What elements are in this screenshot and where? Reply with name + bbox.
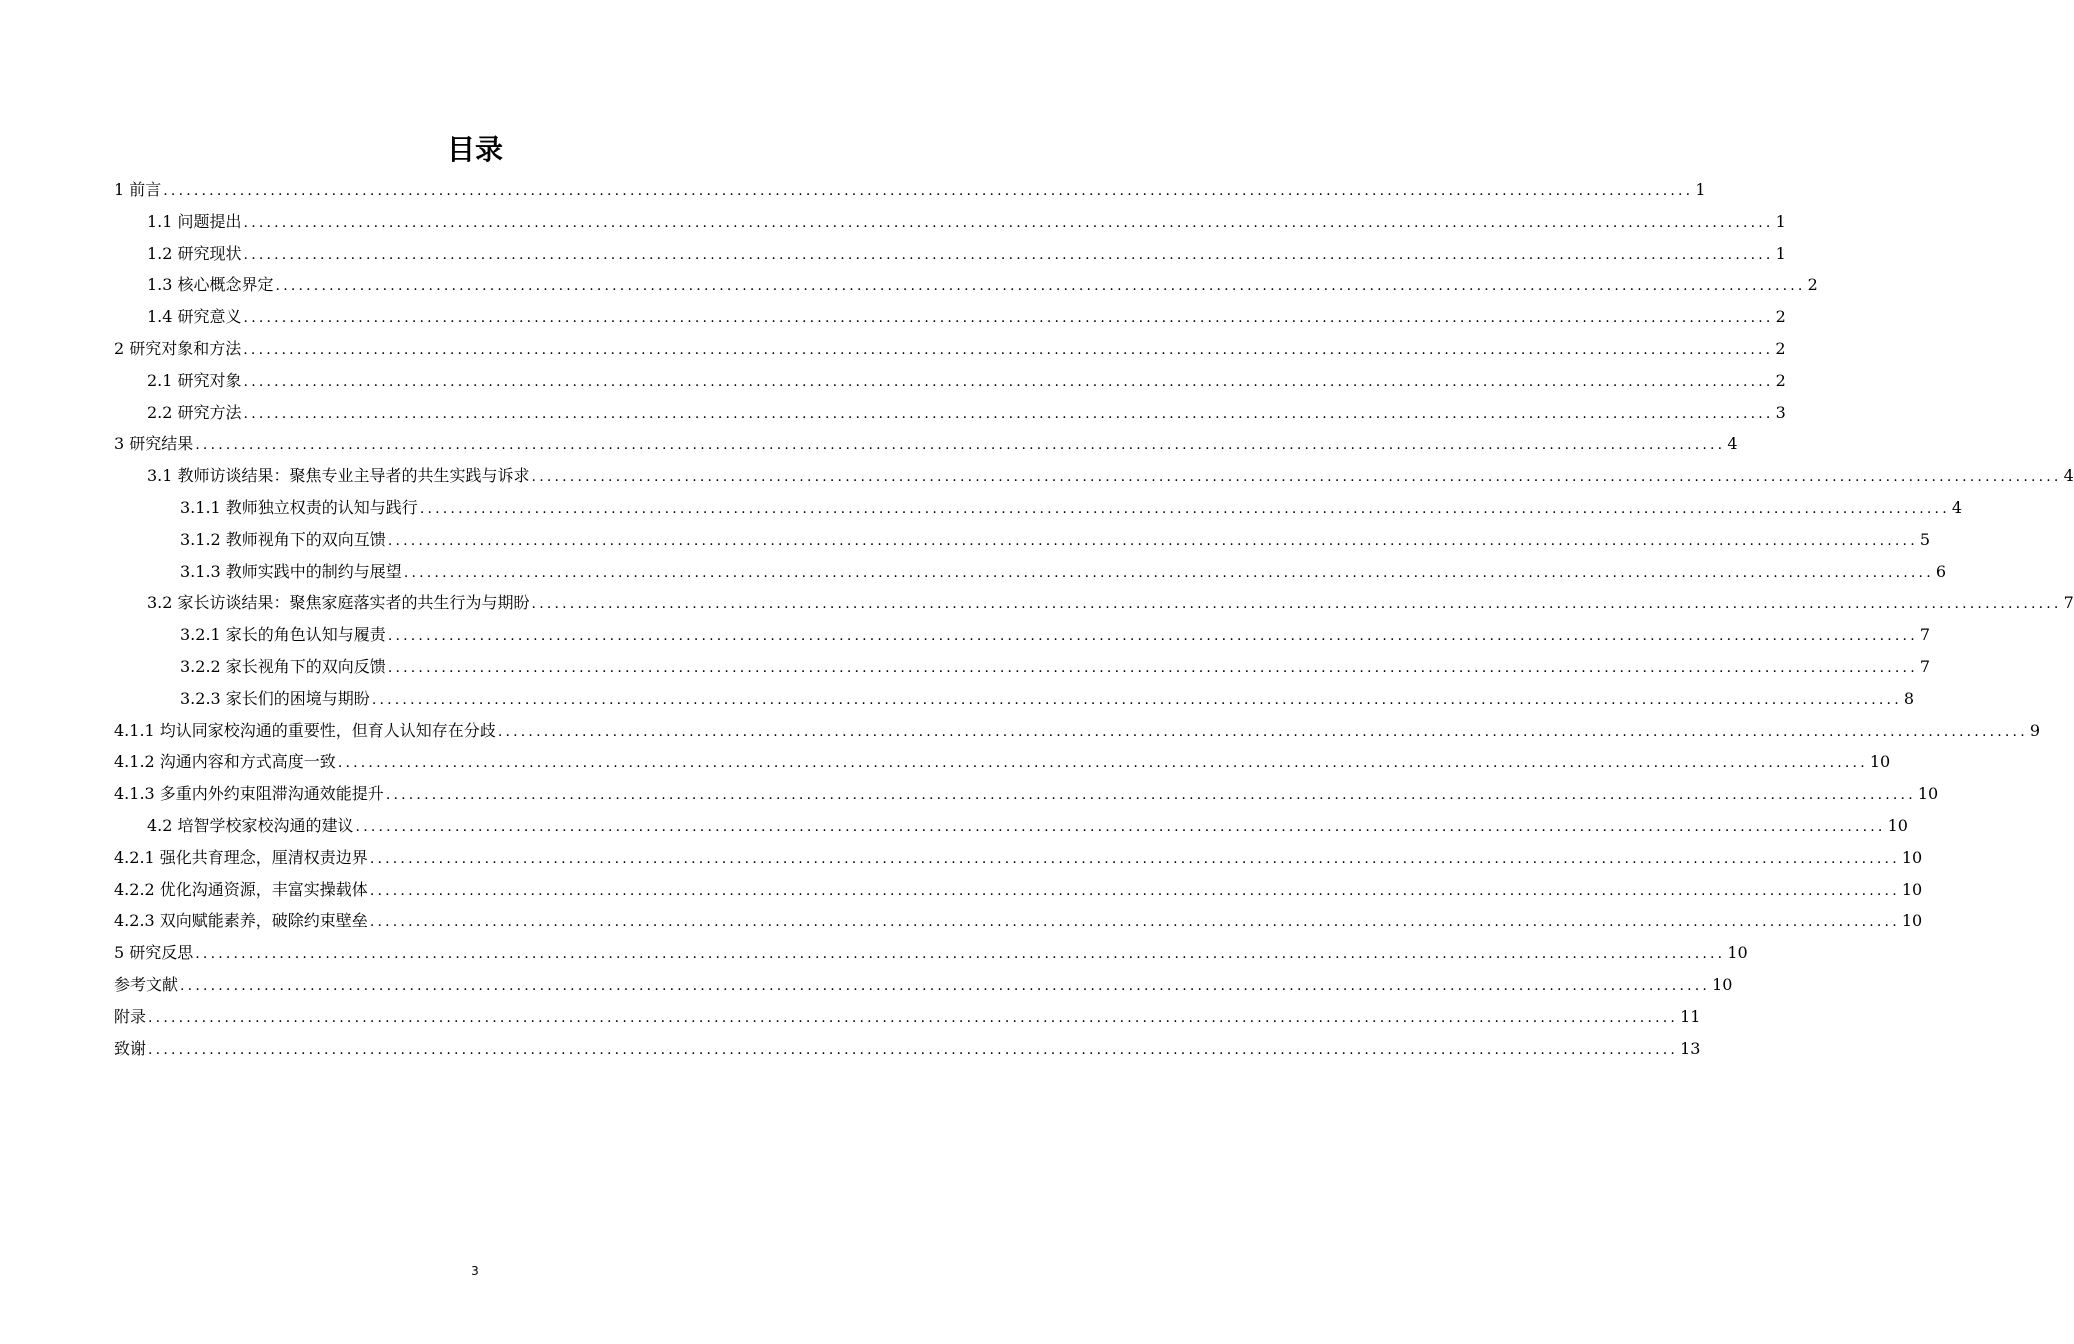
toc-entry-page: 10: [1712, 974, 1733, 994]
toc-dot-leader: ........................................................................................................................................................................................................: [195, 437, 1726, 454]
toc-dot-leader: ........................................................................................................................................................................................................: [403, 564, 1934, 581]
toc-entry-label: 4.1.1 均认同家校沟通的重要性，但育人认知存在分歧: [114, 720, 496, 740]
toc-dot-leader: ........................................................................................................................................................................................................: [163, 183, 1694, 199]
toc-entry[interactable]: [114, 1001, 1701, 1033]
toc-dot-leader: ........................................................................................................................................................................................................: [369, 850, 1900, 867]
toc-entry-page: 2: [1807, 275, 1818, 295]
toc-entry-page: 10: [1901, 911, 1923, 931]
toc-entry-page: 2: [1775, 307, 1786, 327]
toc-dot-leader: ........................................................................................................................................................................................................: [243, 246, 1774, 263]
toc-entry-page: 4: [1727, 434, 1738, 454]
toc-entry[interactable]: [114, 842, 1923, 874]
toc-entry-page: 7: [2063, 593, 2074, 613]
toc-entry-label: 4.2.2 优化沟通资源，丰富实操载体: [114, 879, 368, 899]
toc-entry-page: 4: [1951, 497, 1963, 517]
toc-entry[interactable]: [114, 810, 1908, 842]
toc-entry-label: 3.2.3 家长们的困境与期盼: [180, 688, 370, 708]
toc-dot-leader: ........................................................................................................................................................................................................: [531, 596, 2062, 613]
toc-entry[interactable]: [114, 683, 1915, 715]
toc-dot-leader: ........................................................................................................................................................................................................: [195, 946, 1726, 963]
toc-entry[interactable]: [114, 524, 1931, 556]
table-of-contents: [114, 174, 2074, 1064]
toc-dot-leader: ........................................................................................................................................................................................................: [531, 469, 2062, 486]
toc-entry-page: 2: [1775, 338, 1786, 358]
toc-entry-label: 4.2 培智学校家校沟通的建议: [147, 815, 354, 835]
toc-dot-leader: ........................................................................................................................................................................................................: [369, 882, 1900, 899]
toc-entry-label: 4.2.1 强化共育理念，厘清权责边界: [114, 847, 368, 867]
toc-dot-leader: ........................................................................................................................................................................................................: [275, 278, 1806, 295]
toc-dot-leader: ........................................................................................................................................................................................................: [387, 532, 1918, 549]
toc-entry[interactable]: [114, 428, 1738, 460]
toc-dot-leader: ........................................................................................................................................................................................................: [243, 373, 1774, 390]
toc-entry-label: 4.2.3 双向赋能素养，破除约束壁垒: [114, 911, 368, 931]
toc-entry-label: 2 研究对象和方法: [114, 338, 242, 358]
page-number: 3: [471, 1264, 479, 1278]
toc-entry-label: 1.2 研究现状: [147, 243, 242, 263]
toc-entry[interactable]: [114, 619, 1931, 651]
toc-entry[interactable]: [114, 1033, 1701, 1065]
toc-dot-leader: ........................................................................................................................................................................................................: [387, 628, 1918, 645]
toc-entry-page: 8: [1903, 688, 1915, 708]
toc-dot-leader: ........................................................................................................................................................................................................: [387, 659, 1918, 676]
toc-entry[interactable]: [114, 365, 1786, 397]
toc-entry-page: 5: [1919, 529, 1931, 549]
toc-entry-label: 1.3 核心概念界定: [147, 275, 274, 295]
toc-entry[interactable]: [114, 937, 1748, 969]
toc-entry-page: 6: [1935, 561, 1947, 581]
toc-entry-label: 参考文献: [114, 974, 179, 994]
toc-entry[interactable]: [114, 651, 1931, 683]
toc-entry[interactable]: [114, 492, 1963, 524]
toc-entry-page: 10: [1901, 879, 1923, 899]
toc-entry[interactable]: [114, 715, 2041, 747]
toc-dot-leader: ........................................................................................................................................................................................................: [243, 405, 1774, 422]
toc-entry-label: 1.4 研究意义: [147, 307, 242, 327]
toc-dot-leader: ........................................................................................................................................................................................................: [385, 787, 1916, 804]
toc-entry-label: 3.2 家长访谈结果：聚焦家庭落实者的共生行为与期盼: [147, 593, 530, 613]
toc-entry-label: 1.1 问题提出: [147, 211, 242, 231]
toc-entry[interactable]: [114, 587, 2074, 619]
toc-entry-label: 3.1.1 教师独立权责的认知与践行: [180, 497, 418, 517]
toc-entry-label: 3.2.2 家长视角下的双向反馈: [180, 656, 386, 676]
toc-entry[interactable]: [114, 778, 1939, 810]
toc-entry-page: 3: [1775, 402, 1786, 422]
toc-entry-page: 10: [1727, 943, 1748, 963]
toc-entry-page: 7: [1919, 656, 1931, 676]
toc-entry[interactable]: [114, 874, 1923, 906]
toc-dot-leader: ........................................................................................................................................................................................................: [243, 214, 1774, 231]
toc-entry[interactable]: [114, 174, 1706, 206]
toc-dot-leader: ........................................................................................................................................................................................................: [371, 691, 1902, 708]
toc-entry[interactable]: [114, 301, 1786, 333]
toc-entry-page: 4: [2063, 466, 2074, 486]
toc-dot-leader: ........................................................................................................................................................................................................: [369, 914, 1900, 931]
toc-entry[interactable]: [114, 269, 1818, 301]
toc-entry[interactable]: [114, 905, 1923, 937]
toc-entry[interactable]: [114, 460, 2074, 492]
toc-entry[interactable]: [114, 206, 1786, 238]
toc-entry-label: 附录: [114, 1006, 147, 1026]
toc-entry-label: 3.1 教师访谈结果：聚焦专业主导者的共生实践与诉求: [147, 466, 530, 486]
toc-entry-label: 4.1.3 多重内外约束阻滞沟通效能提升: [114, 784, 384, 804]
toc-entry-label: 2.2 研究方法: [147, 402, 242, 422]
toc-dot-leader: ........................................................................................................................................................................................................: [337, 755, 1868, 772]
toc-entry-page: 1: [1775, 211, 1786, 231]
toc-entry-label: 4.1.2 沟通内容和方式高度一致: [114, 752, 336, 772]
toc-entry-label: 3 研究结果: [114, 434, 194, 454]
toc-dot-leader: ........................................................................................................................................................................................................: [243, 341, 1774, 358]
toc-dot-leader: ........................................................................................................................................................................................................: [243, 310, 1774, 327]
toc-dot-leader: ........................................................................................................................................................................................................: [419, 500, 1950, 517]
toc-entry-page: 7: [1919, 625, 1931, 645]
toc-entry[interactable]: [114, 746, 1891, 778]
toc-entry-page: 2: [1775, 370, 1786, 390]
toc-entry-page: 1: [1695, 180, 1706, 199]
toc-dot-leader: ........................................................................................................................................................................................................: [148, 1041, 1679, 1058]
toc-entry-label: 致谢: [114, 1038, 147, 1058]
toc-entry-page: 10: [1901, 847, 1923, 867]
toc-dot-leader: ........................................................................................................................................................................................................: [180, 977, 1711, 994]
toc-entry-label: 2.1 研究对象: [147, 370, 242, 390]
toc-entry[interactable]: [114, 333, 1786, 365]
toc-entry[interactable]: [114, 397, 1786, 429]
toc-entry-page: 10: [1887, 815, 1908, 835]
toc-dot-leader: ........................................................................................................................................................................................................: [148, 1009, 1679, 1026]
toc-dot-leader: ........................................................................................................................................................................................................: [497, 723, 2028, 740]
toc-entry-page: 1: [1775, 243, 1786, 263]
toc-entry-label: 3.1.2 教师视角下的双向互馈: [180, 529, 386, 549]
toc-entry[interactable]: [114, 969, 1733, 1001]
toc-entry[interactable]: [114, 238, 1786, 270]
toc-dot-leader: ........................................................................................................................................................................................................: [355, 818, 1886, 835]
toc-entry-label: 1 前言: [114, 180, 162, 199]
toc-entry-page: 10: [1917, 784, 1939, 804]
toc-entry[interactable]: [114, 556, 1947, 588]
toc-entry-label: 3.2.1 家长的角色认知与履责: [180, 625, 386, 645]
toc-entry-label: 3.1.3 教师实践中的制约与展望: [180, 561, 402, 581]
toc-entry-page: 9: [2029, 720, 2041, 740]
toc-entry-label: 5 研究反思: [114, 943, 194, 963]
toc-entry-page: 11: [1680, 1006, 1701, 1026]
page-title: 目录: [446, 133, 503, 166]
toc-entry-page: 10: [1869, 752, 1891, 772]
toc-entry-page: 13: [1680, 1038, 1701, 1058]
